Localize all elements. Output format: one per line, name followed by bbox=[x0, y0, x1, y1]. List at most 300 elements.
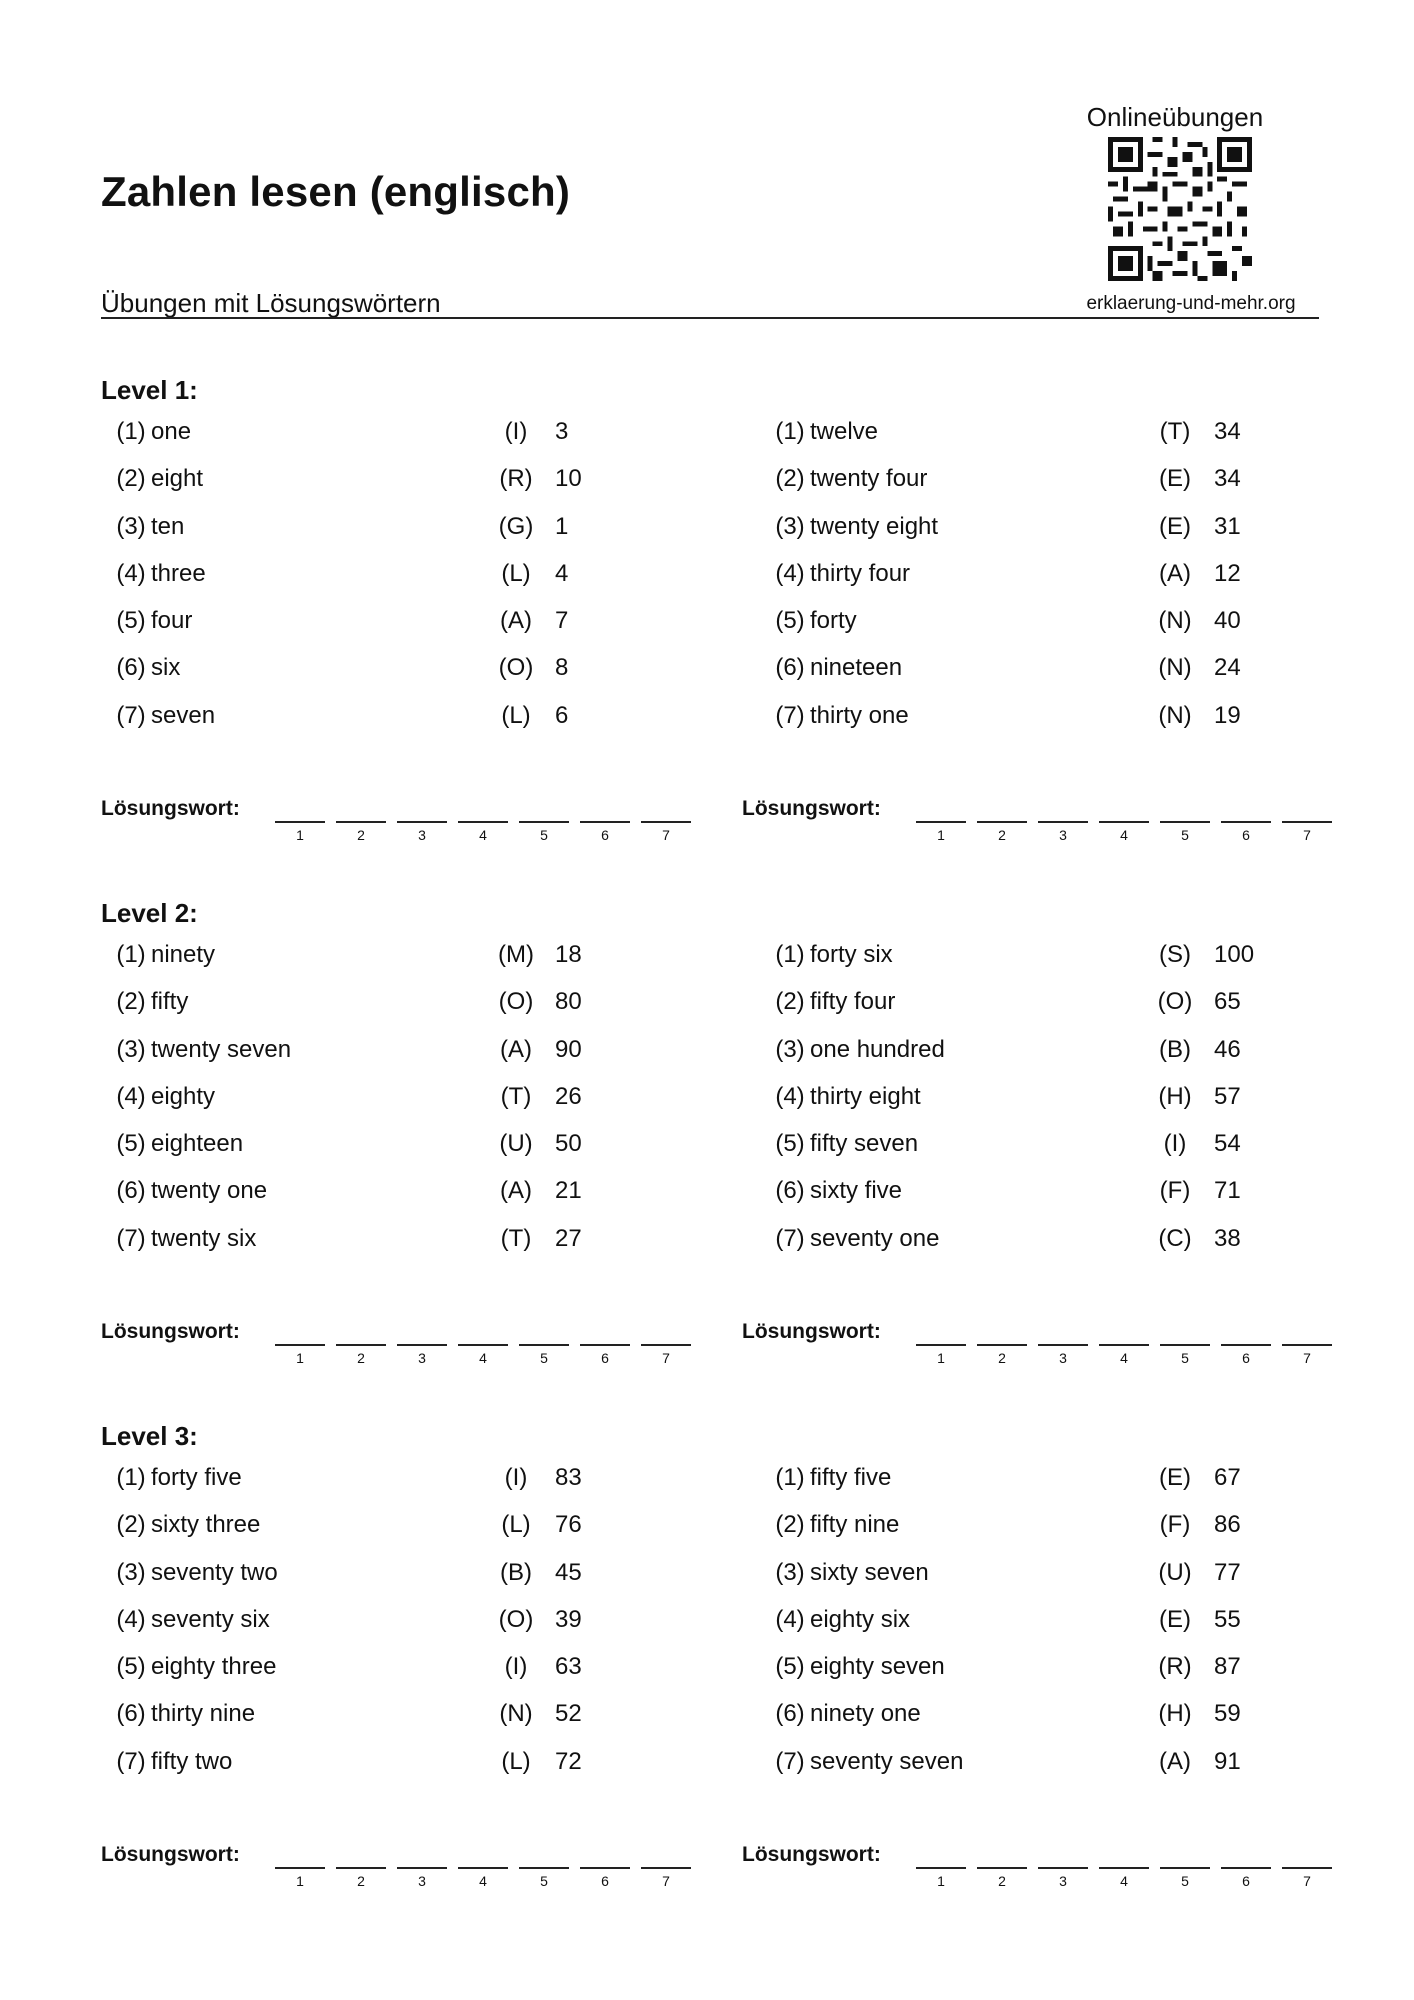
solution-slot-number: 3 bbox=[1059, 1873, 1067, 1889]
solution-label: Lösungswort: bbox=[101, 1843, 240, 1866]
item-number: (1) bbox=[116, 418, 146, 445]
number-value: 90 bbox=[555, 1035, 582, 1063]
answer-letter: (H) bbox=[1158, 1082, 1192, 1110]
website-url: erklaerung-und-mehr.org bbox=[1086, 293, 1296, 314]
solution-slot-number: 2 bbox=[357, 1350, 365, 1366]
exercise-row bbox=[760, 1699, 1280, 1746]
solution-word-right bbox=[742, 1843, 1322, 1893]
solution-label: Lösungswort: bbox=[742, 1843, 881, 1866]
solution-slot-number: 7 bbox=[662, 827, 670, 843]
solution-slot-number: 4 bbox=[479, 827, 487, 843]
exercise-row bbox=[101, 1463, 621, 1510]
exercise-row bbox=[101, 1699, 621, 1746]
number-value: 55 bbox=[1214, 1605, 1241, 1633]
solution-blank[interactable] bbox=[1160, 1344, 1210, 1346]
number-word: sixty five bbox=[810, 1177, 903, 1205]
number-value: 24 bbox=[1214, 654, 1241, 682]
number-word: seventy six bbox=[151, 1605, 270, 1633]
number-value: 71 bbox=[1214, 1177, 1241, 1205]
solution-blank[interactable] bbox=[1099, 821, 1149, 823]
item-number: (1) bbox=[775, 1464, 805, 1491]
number-value: 27 bbox=[555, 1224, 582, 1252]
exercise-row bbox=[760, 1558, 1280, 1605]
answer-letter: (F) bbox=[1159, 1177, 1191, 1205]
number-word: forty six bbox=[810, 941, 893, 968]
solution-slot-number: 5 bbox=[1181, 1350, 1189, 1366]
solution-slot-number: 7 bbox=[662, 1350, 670, 1366]
solution-slot-number: 3 bbox=[418, 827, 426, 843]
solution-slot-number: 6 bbox=[601, 827, 609, 843]
solution-label: Lösungswort: bbox=[742, 1320, 881, 1343]
solution-blank[interactable] bbox=[977, 821, 1027, 823]
solution-blank[interactable] bbox=[1099, 1867, 1149, 1869]
exercise-column-left bbox=[101, 417, 621, 748]
exercise-row bbox=[760, 464, 1280, 511]
solution-blank[interactable] bbox=[1160, 1867, 1210, 1869]
answer-letter: (U) bbox=[1158, 1558, 1192, 1586]
answer-letter: (F) bbox=[1159, 1511, 1191, 1539]
item-number: (1) bbox=[116, 941, 146, 968]
exercise-row bbox=[101, 1558, 621, 1605]
item-number: (6) bbox=[775, 1177, 805, 1205]
answer-letter: (L) bbox=[501, 559, 531, 587]
answer-letter: (N) bbox=[499, 1700, 533, 1728]
solution-blank[interactable] bbox=[1282, 1344, 1332, 1346]
solution-slot-number: 4 bbox=[1120, 827, 1128, 843]
number-word: three bbox=[151, 559, 206, 587]
solution-slot-number: 6 bbox=[1242, 1350, 1250, 1366]
exercise-row bbox=[101, 1510, 621, 1557]
number-value: 19 bbox=[1214, 701, 1241, 729]
exercise-row bbox=[101, 1082, 621, 1129]
exercise-row bbox=[760, 701, 1280, 748]
solution-slot-number: 1 bbox=[937, 1350, 945, 1366]
answer-letter: (G) bbox=[498, 512, 534, 540]
solution-blank[interactable] bbox=[1160, 821, 1210, 823]
number-value: 34 bbox=[1214, 418, 1241, 445]
number-value: 65 bbox=[1214, 988, 1241, 1016]
solution-blank[interactable] bbox=[977, 1867, 1027, 1869]
solution-blank[interactable] bbox=[519, 1867, 569, 1869]
solution-slot-number: 7 bbox=[662, 1873, 670, 1889]
exercise-column-right bbox=[760, 417, 1280, 748]
answer-letter: (I) bbox=[1163, 1130, 1187, 1158]
number-value: 3 bbox=[555, 418, 569, 445]
number-word: thirty four bbox=[810, 559, 911, 587]
answer-letter: (O) bbox=[498, 654, 534, 682]
number-word: ten bbox=[151, 512, 185, 540]
item-number: (6) bbox=[775, 1700, 805, 1728]
solution-blank[interactable] bbox=[397, 1867, 447, 1869]
number-word: eighty bbox=[151, 1082, 216, 1110]
item-number: (4) bbox=[775, 1082, 805, 1110]
solution-blank[interactable] bbox=[916, 1867, 966, 1869]
solution-blank[interactable] bbox=[336, 1867, 386, 1869]
number-word: forty five bbox=[151, 1464, 242, 1491]
item-number: (1) bbox=[775, 418, 805, 445]
exercise-row bbox=[760, 559, 1280, 606]
solution-blank[interactable] bbox=[1038, 1867, 1088, 1869]
number-word: one hundred bbox=[810, 1035, 945, 1063]
item-number: (6) bbox=[116, 1700, 146, 1728]
solution-blank[interactable] bbox=[977, 1344, 1027, 1346]
exercise-row bbox=[760, 1605, 1280, 1652]
item-number: (7) bbox=[775, 1747, 805, 1775]
answer-letter: (E) bbox=[1159, 465, 1191, 493]
solution-blank[interactable] bbox=[1038, 1344, 1088, 1346]
number-value: 52 bbox=[555, 1700, 582, 1728]
item-number: (3) bbox=[116, 1035, 146, 1063]
answer-letter: (I) bbox=[504, 418, 528, 445]
item-number: (2) bbox=[116, 1511, 146, 1539]
exercise-row bbox=[101, 417, 621, 464]
answer-letter: (E) bbox=[1159, 1605, 1191, 1633]
number-value: 39 bbox=[555, 1605, 582, 1633]
solution-slot-number: 7 bbox=[1303, 1873, 1311, 1889]
solution-slot-number: 2 bbox=[357, 1873, 365, 1889]
number-word: six bbox=[151, 654, 181, 682]
number-word: seven bbox=[151, 701, 216, 729]
number-word: four bbox=[151, 607, 193, 635]
number-word: twenty one bbox=[151, 1177, 268, 1205]
solution-slot-number: 1 bbox=[296, 1350, 304, 1366]
number-word: twenty eight bbox=[810, 512, 939, 540]
solution-slot-number: 6 bbox=[601, 1873, 609, 1889]
answer-letter: (A) bbox=[500, 1177, 532, 1205]
number-word: twenty four bbox=[810, 465, 928, 493]
exercise-row bbox=[760, 1082, 1280, 1129]
number-word: eighty six bbox=[810, 1605, 911, 1633]
solution-blank[interactable] bbox=[397, 821, 447, 823]
answer-letter: (E) bbox=[1159, 1464, 1191, 1491]
exercise-row bbox=[760, 1747, 1280, 1794]
exercise-column-left bbox=[101, 1463, 621, 1794]
exercise-row bbox=[760, 1652, 1280, 1699]
number-word: eight bbox=[151, 465, 204, 493]
solution-blank[interactable] bbox=[458, 1344, 508, 1346]
answer-letter: (A) bbox=[500, 607, 532, 635]
number-word: seventy two bbox=[151, 1558, 278, 1586]
number-word: thirty one bbox=[810, 701, 909, 729]
solution-slot-number: 4 bbox=[479, 1873, 487, 1889]
answer-letter: (B) bbox=[1159, 1035, 1191, 1063]
answer-letter: (S) bbox=[1159, 941, 1191, 968]
number-word: fifty nine bbox=[810, 1511, 900, 1539]
number-word: twenty six bbox=[151, 1224, 257, 1252]
solution-slot-number: 3 bbox=[1059, 1350, 1067, 1366]
solution-blank[interactable] bbox=[1099, 1344, 1149, 1346]
solution-blank[interactable] bbox=[1282, 1867, 1332, 1869]
item-number: (6) bbox=[116, 654, 146, 682]
item-number: (5) bbox=[116, 1130, 146, 1158]
exercise-row bbox=[760, 987, 1280, 1034]
number-value: 6 bbox=[555, 701, 569, 729]
solution-blank[interactable] bbox=[336, 821, 386, 823]
number-word: seventy seven bbox=[810, 1747, 964, 1775]
number-value: 38 bbox=[1214, 1224, 1241, 1252]
answer-letter: (M) bbox=[498, 941, 534, 968]
answer-letter: (O) bbox=[498, 1605, 534, 1633]
exercise-row bbox=[101, 987, 621, 1034]
solution-blank[interactable] bbox=[580, 1344, 630, 1346]
solution-slot-number: 5 bbox=[1181, 827, 1189, 843]
answer-letter: (L) bbox=[501, 1511, 531, 1539]
exercise-row bbox=[760, 940, 1280, 987]
solution-slot-number: 1 bbox=[296, 827, 304, 843]
item-number: (3) bbox=[775, 512, 805, 540]
solution-blank[interactable] bbox=[916, 1344, 966, 1346]
exercise-row bbox=[101, 1652, 621, 1699]
item-number: (4) bbox=[116, 559, 146, 587]
answer-letter: (A) bbox=[500, 1035, 532, 1063]
solution-label: Lösungswort: bbox=[101, 797, 240, 820]
exercise-row bbox=[101, 559, 621, 606]
item-number: (2) bbox=[775, 465, 805, 493]
number-value: 86 bbox=[1214, 1511, 1241, 1539]
level-title: Level 3: bbox=[101, 1421, 198, 1451]
number-word: eighteen bbox=[151, 1130, 244, 1158]
exercise-column-left bbox=[101, 940, 621, 1271]
number-word: nineteen bbox=[810, 654, 903, 682]
item-number: (3) bbox=[116, 1558, 146, 1586]
solution-blank[interactable] bbox=[397, 1344, 447, 1346]
number-word: fifty four bbox=[810, 988, 896, 1016]
item-number: (2) bbox=[775, 1511, 805, 1539]
solution-slot-number: 6 bbox=[1242, 827, 1250, 843]
exercise-row bbox=[101, 1605, 621, 1652]
exercise-row bbox=[101, 701, 621, 748]
page-subtitle: Übungen mit Lösungswörtern bbox=[101, 288, 441, 318]
solution-word-left bbox=[101, 797, 681, 847]
number-word: thirty eight bbox=[810, 1082, 921, 1110]
answer-letter: (T) bbox=[1159, 418, 1191, 445]
number-value: 10 bbox=[555, 465, 582, 493]
item-number: (5) bbox=[116, 607, 146, 635]
answer-letter: (O) bbox=[1157, 988, 1193, 1016]
number-value: 45 bbox=[555, 1558, 582, 1586]
item-number: (3) bbox=[775, 1035, 805, 1063]
solution-slot-number: 2 bbox=[998, 827, 1006, 843]
solution-slot-number: 2 bbox=[998, 1873, 1006, 1889]
level-title: Level 2: bbox=[101, 898, 198, 928]
answer-letter: (I) bbox=[504, 1464, 528, 1491]
item-number: (3) bbox=[775, 1558, 805, 1586]
number-word: twelve bbox=[810, 418, 879, 445]
exercise-row bbox=[101, 1129, 621, 1176]
number-word: sixty three bbox=[151, 1511, 261, 1539]
exercise-row bbox=[101, 606, 621, 653]
number-value: 87 bbox=[1214, 1653, 1241, 1681]
item-number: (2) bbox=[775, 988, 805, 1016]
answer-letter: (A) bbox=[1159, 1747, 1191, 1775]
number-word: eighty seven bbox=[810, 1653, 945, 1681]
answer-letter: (U) bbox=[499, 1130, 533, 1158]
number-value: 18 bbox=[555, 941, 582, 968]
solution-blank[interactable] bbox=[641, 821, 691, 823]
answer-letter: (L) bbox=[501, 1747, 531, 1775]
solution-blank[interactable] bbox=[458, 1867, 508, 1869]
solution-label: Lösungswort: bbox=[742, 797, 881, 820]
number-value: 7 bbox=[555, 607, 569, 635]
solution-blank[interactable] bbox=[1221, 1867, 1271, 1869]
solution-blank[interactable] bbox=[641, 1867, 691, 1869]
exercise-row bbox=[760, 606, 1280, 653]
level-title: Level 1: bbox=[101, 375, 198, 405]
solution-slot-number: 1 bbox=[937, 827, 945, 843]
solution-slot-number: 6 bbox=[601, 1350, 609, 1366]
solution-blank[interactable] bbox=[275, 1867, 325, 1869]
item-number: (1) bbox=[775, 941, 805, 968]
item-number: (7) bbox=[116, 701, 146, 729]
solution-blank[interactable] bbox=[519, 821, 569, 823]
number-value: 76 bbox=[555, 1511, 582, 1539]
item-number: (4) bbox=[775, 1605, 805, 1633]
number-value: 21 bbox=[555, 1177, 582, 1205]
solution-blank[interactable] bbox=[1282, 821, 1332, 823]
number-word: sixty seven bbox=[810, 1558, 929, 1586]
number-value: 34 bbox=[1214, 465, 1241, 493]
solution-slot-number: 7 bbox=[1303, 827, 1311, 843]
answer-letter: (T) bbox=[500, 1224, 532, 1252]
solution-slot-number: 5 bbox=[540, 1350, 548, 1366]
solution-word-right bbox=[742, 797, 1322, 847]
item-number: (4) bbox=[116, 1605, 146, 1633]
answer-letter: (E) bbox=[1159, 512, 1191, 540]
item-number: (4) bbox=[116, 1082, 146, 1110]
solution-word-left bbox=[101, 1320, 681, 1370]
exercise-row bbox=[760, 512, 1280, 559]
solution-slot-number: 5 bbox=[540, 1873, 548, 1889]
number-word: ninety one bbox=[810, 1700, 921, 1728]
solution-slot-number: 1 bbox=[937, 1873, 945, 1889]
answer-letter: (O) bbox=[498, 988, 534, 1016]
exercise-row bbox=[760, 653, 1280, 700]
item-number: (5) bbox=[116, 1653, 146, 1681]
solution-word-left bbox=[101, 1843, 681, 1893]
solution-blank[interactable] bbox=[275, 1344, 325, 1346]
exercise-row bbox=[101, 1747, 621, 1794]
answer-letter: (I) bbox=[504, 1653, 528, 1681]
answer-letter: (R) bbox=[499, 465, 533, 493]
answer-letter: (N) bbox=[1158, 701, 1192, 729]
number-value: 83 bbox=[555, 1464, 582, 1491]
answer-letter: (R) bbox=[1158, 1653, 1192, 1681]
number-value: 54 bbox=[1214, 1130, 1241, 1158]
exercise-row bbox=[760, 417, 1280, 464]
exercise-row bbox=[101, 940, 621, 987]
exercise-row bbox=[101, 512, 621, 559]
exercise-column-right bbox=[760, 1463, 1280, 1794]
exercise-row bbox=[101, 1176, 621, 1223]
exercise-row bbox=[101, 464, 621, 511]
item-number: (2) bbox=[116, 988, 146, 1016]
solution-blank[interactable] bbox=[1221, 821, 1271, 823]
header-divider bbox=[101, 317, 1319, 319]
number-value: 12 bbox=[1214, 559, 1241, 587]
exercise-row bbox=[760, 1176, 1280, 1223]
item-number: (5) bbox=[775, 1130, 805, 1158]
exercise-row bbox=[101, 653, 621, 700]
solution-slot-number: 4 bbox=[1120, 1350, 1128, 1366]
answer-letter: (B) bbox=[500, 1558, 532, 1586]
number-word: fifty five bbox=[810, 1464, 892, 1491]
number-word: fifty bbox=[151, 988, 189, 1016]
qr-code-icon bbox=[1108, 137, 1252, 281]
solution-slot-number: 5 bbox=[1181, 1873, 1189, 1889]
number-value: 100 bbox=[1214, 941, 1255, 968]
solution-slot-number: 4 bbox=[479, 1350, 487, 1366]
number-word: fifty seven bbox=[810, 1130, 919, 1158]
solution-blank[interactable] bbox=[458, 821, 508, 823]
number-value: 40 bbox=[1214, 607, 1241, 635]
solution-blank[interactable] bbox=[641, 1344, 691, 1346]
solution-blank[interactable] bbox=[1221, 1344, 1271, 1346]
solution-slot-number: 3 bbox=[418, 1350, 426, 1366]
answer-letter: (N) bbox=[1158, 607, 1192, 635]
solution-blank[interactable] bbox=[336, 1344, 386, 1346]
exercise-row bbox=[101, 1224, 621, 1271]
number-value: 59 bbox=[1214, 1700, 1241, 1728]
solution-blank[interactable] bbox=[275, 821, 325, 823]
number-word: one bbox=[151, 418, 192, 445]
number-value: 63 bbox=[555, 1653, 582, 1681]
solution-slot-number: 4 bbox=[1120, 1873, 1128, 1889]
solution-blank[interactable] bbox=[580, 1867, 630, 1869]
solution-blank[interactable] bbox=[1038, 821, 1088, 823]
solution-slot-number: 7 bbox=[1303, 1350, 1311, 1366]
item-number: (6) bbox=[775, 654, 805, 682]
number-value: 50 bbox=[555, 1130, 582, 1158]
number-value: 77 bbox=[1214, 1558, 1241, 1586]
number-word: forty bbox=[810, 607, 857, 635]
number-word: eighty three bbox=[151, 1653, 277, 1681]
item-number: (5) bbox=[775, 607, 805, 635]
number-value: 57 bbox=[1214, 1082, 1241, 1110]
number-word: fifty two bbox=[151, 1747, 233, 1775]
number-value: 46 bbox=[1214, 1035, 1241, 1063]
number-value: 26 bbox=[555, 1082, 582, 1110]
number-word: ninety bbox=[151, 941, 216, 968]
number-value: 72 bbox=[555, 1747, 582, 1775]
exercise-row bbox=[760, 1463, 1280, 1510]
solution-label: Lösungswort: bbox=[101, 1320, 240, 1343]
number-value: 67 bbox=[1214, 1464, 1241, 1491]
number-value: 80 bbox=[555, 988, 582, 1016]
item-number: (3) bbox=[116, 512, 146, 540]
item-number: (1) bbox=[116, 1464, 146, 1491]
exercise-row bbox=[101, 1035, 621, 1082]
item-number: (4) bbox=[775, 559, 805, 587]
item-number: (7) bbox=[775, 701, 805, 729]
solution-slot-number: 5 bbox=[540, 827, 548, 843]
solution-blank[interactable] bbox=[916, 821, 966, 823]
number-word: seventy one bbox=[810, 1224, 940, 1252]
exercise-row bbox=[760, 1035, 1280, 1082]
solution-blank[interactable] bbox=[519, 1344, 569, 1346]
item-number: (7) bbox=[775, 1224, 805, 1252]
solution-slot-number: 1 bbox=[296, 1873, 304, 1889]
answer-letter: (A) bbox=[1159, 559, 1191, 587]
solution-blank[interactable] bbox=[580, 821, 630, 823]
item-number: (5) bbox=[775, 1653, 805, 1681]
solution-word-right bbox=[742, 1320, 1322, 1370]
solution-slot-number: 3 bbox=[1059, 827, 1067, 843]
number-value: 91 bbox=[1214, 1747, 1241, 1775]
answer-letter: (H) bbox=[1158, 1700, 1192, 1728]
answer-letter: (N) bbox=[1158, 654, 1192, 682]
solution-slot-number: 3 bbox=[418, 1873, 426, 1889]
answer-letter: (C) bbox=[1158, 1224, 1192, 1252]
